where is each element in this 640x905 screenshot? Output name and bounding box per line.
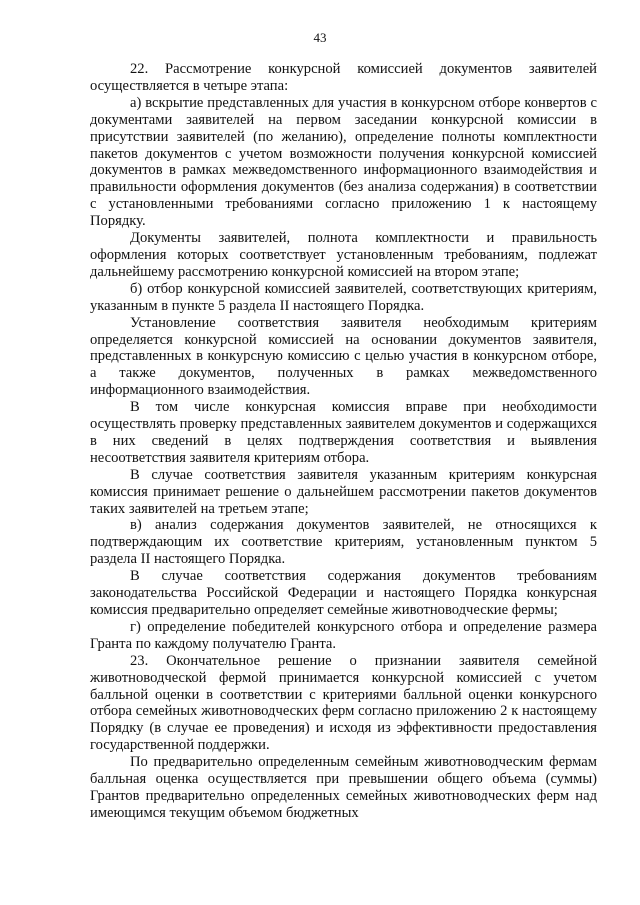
paragraph-22-intro: 22. Рассмотрение конкурсной комиссией документов заявителей осуществляется в четыре этапа:: [90, 61, 597, 94]
paragraph-23-final-decision: 23. Окончательное решение о признании заявителя семейной животноводческой фермой принимается конкурсной комиссией с учетом балльной оценки в соответствии с критериями балльной оценки конкурсного отбора семейных животноводческих ферм согласно приложению 2 к настоящему Порядку (в случае ее проведения) и исходя из эффективности предоставления государственной поддержки.: [90, 652, 597, 754]
paragraph-stage-b-verification: В том числе конкурсная комиссия вправе при необходимости осуществлять проверку представленных заявителем документов и содержащихся в них сведений в целях подтверждения соответствия и выявления несоответствия заявителя критериям отбора.: [90, 399, 597, 466]
paragraph-stage-a-documents: Документы заявителей, полнота комплектности и правильность оформления которых соответствует установленным требованиям, подлежат дальнейшему рассмотрению конкурсной комиссией на втором этапе;: [90, 230, 597, 280]
paragraph-stage-a: а) вскрытие представленных для участия в конкурсном отборе конвертов с документами заявителей на первом заседании конкурсной комиссии в присутствии заявителей (по желанию), определение полноты комплектности пакетов документов с учетом возможности получения конкурсной комиссией документов в рамках межведомственного информационного взаимодействия и правильности оформления документов (без анализа содержания) в соответствии с установленными требованиями согласно приложению 1 к настоящему Порядку.: [90, 94, 597, 230]
paragraph-stage-b-decision: В случае соответствия заявителя указанным критериям конкурсная комиссия принимает решение о дальнейшем рассмотрении пакетов документов таких заявителей на третьем этапе;: [90, 466, 597, 517]
paragraph-stage-c: в) анализ содержания документов заявителей, не относящихся к подтверждающим их соответствие критериям, установленным пунктом 5 раздела II настоящего Порядка.: [90, 517, 597, 568]
paragraph-stage-b: б) отбор конкурсной комиссией заявителей, соответствующих критериям, указанным в пункте 5 раздела II настоящего Порядка.: [90, 280, 597, 314]
document-text: [90, 61, 597, 822]
page-number: 43: [313, 30, 327, 45]
paragraph-stage-b-criteria: Установление соответствия заявителя необходимым критериям определяется конкурсной комиссией на основании документов заявителя, представленных в конкурсную комиссию с целью участия в конкурсном отборе, а также документов, полученных в рамках межведомственного информационного взаимодействия.: [90, 314, 597, 399]
paragraph-scoring: По предварительно определенным семейным животноводческим фермам балльная оценка осуществляется при превышении общего объема (суммы) Грантов предварительно определенных семейных животноводческих ферм над имеющимся текущим объемом бюджетных: [90, 754, 597, 821]
paragraph-stage-d: г) определение победителей конкурсного отбора и определение размера Гранта по каждому получателю Гранта.: [90, 618, 597, 652]
paragraph-stage-c-result: В случае соответствия содержания документов требованиям законодательства Российской Федерации и настоящего Порядка конкурсная комиссия предварительно определяет семейные животноводческие фермы;: [90, 568, 597, 618]
